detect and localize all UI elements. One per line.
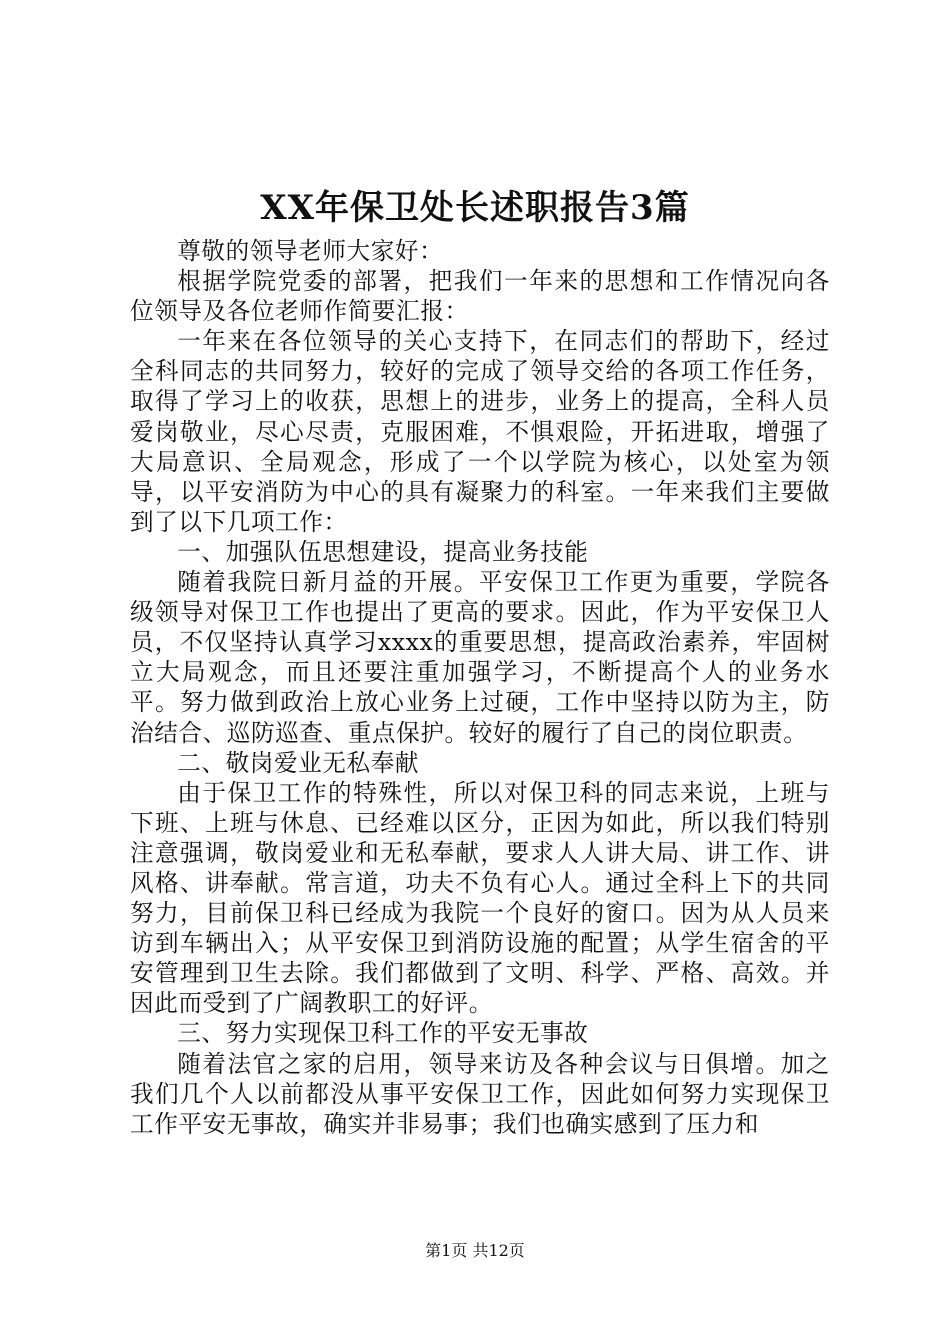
section-heading-3: 三、努力实现保卫科工作的平安无事故 [177, 1019, 589, 1048]
page-number-footer: 第1页 共12页 [425, 1241, 525, 1260]
paragraph-section-3: 随着法官之家的启用，领导来访及各种会议与日俱增。加之我们几个人以前都没从事平安保卫工作，因此如何努力实现保卫工作平安无事故，确实并非易事；我们也确实感到了压力和 [130, 1049, 830, 1138]
document-body [130, 236, 830, 1139]
paragraph-section-2: 由于保卫工作的特殊性，所以对保卫科的同志来说，上班与下班、上班与休息、已经难以区分，正因为如此，所以我们特别注意强调，敬岗爱业和无私奉献，要求人人讲大局、讲工作、讲风格、讲奉献。常言道，功夫不负有心人。通过全科上下的共同努力，目前保卫科已经成为我院一个良好的窗口。因为从人员来访到车辆出入；从平安保卫到消防设施的配置；从学生宿舍的平安管理到卫生去除。我们都做到了文明、科学、严格、高效。并因此而受到了广阔教职工的好评。 [130, 778, 830, 1018]
section-heading-2: 二、敬岗爱业无私奉献 [177, 748, 420, 777]
paragraph-intro: 根据学院党委的部署，把我们一年来的思想和工作情况向各位领导及各位老师作简要汇报： [130, 267, 830, 326]
paragraph-section-1: 随着我院日新月益的开展。平安保卫工作更为重要，学院各级领导对保卫工作也提出了更高的要求。因此，作为平安保卫人员，不仅坚持认真学习xxxx的重要思想，提高政治素养，牢固树立大局观念，而且还要注重加强学习，不断提高个人的业务水平。努力做到政治上放心业务上过硬，工作中坚持以防为主，防治结合、巡防巡查、重点保护。较好的履行了自己的岗位职责。 [130, 568, 830, 747]
paragraph-greeting: 尊敬的领导老师大家好： [177, 237, 444, 265]
section-heading-1: 一、加强队伍思想建设，提高业务技能 [177, 537, 589, 566]
page-title: XX年保卫处长述职报告3篇 [260, 187, 690, 228]
paragraph-summary: 一年来在各位领导的关心支持下，在同志们的帮助下，经过全科同志的共同努力，较好的完成了领导交给的各项工作任务，取得了学习上的收获，思想上的进步，业务上的提高，全科人员爱岗敬业，尽心尽责，克服困难，不惧艰险，开拓进取，增强了大局意识、全局观念，形成了一个以学院为核心，以处室为领导，以平安消防为中心的具有凝聚力的科室。一年来我们主要做到了以下几项工作： [130, 327, 830, 536]
